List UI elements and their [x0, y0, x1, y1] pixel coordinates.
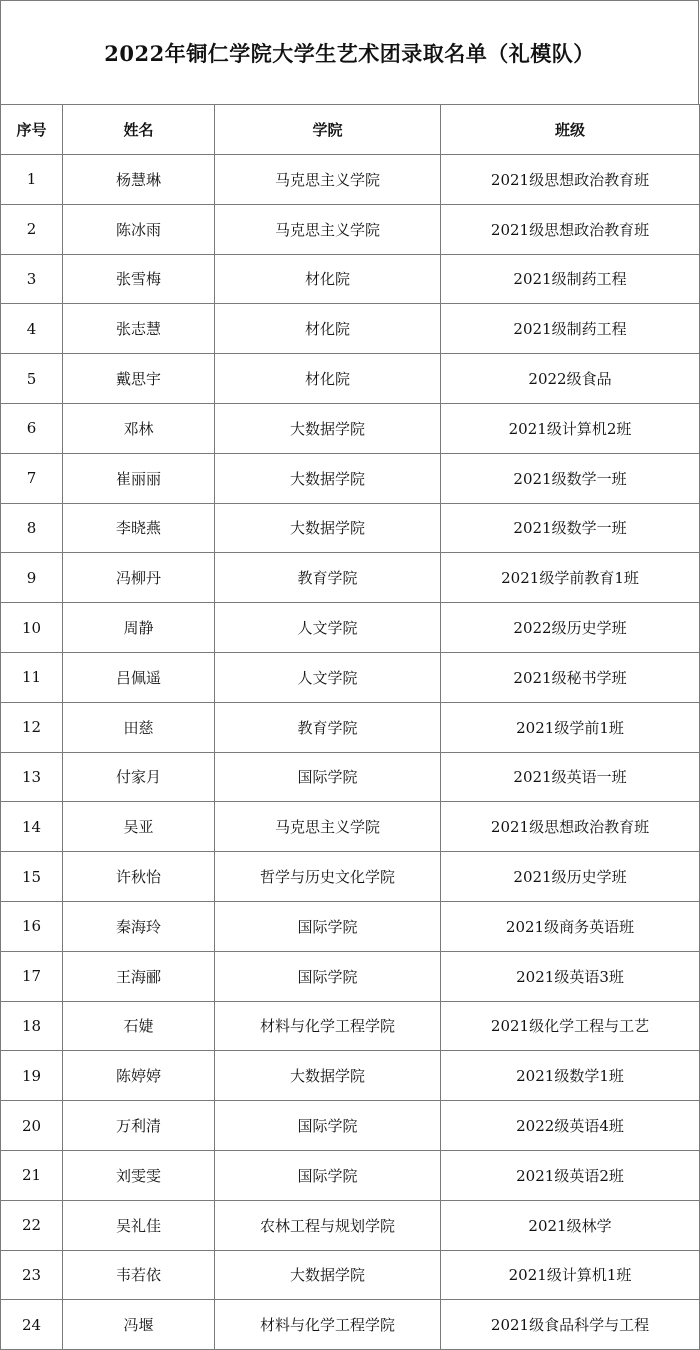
cell-college: 材化院	[215, 254, 441, 304]
cell-college: 大数据学院	[215, 1250, 441, 1300]
cell-college: 国际学院	[215, 752, 441, 802]
cell-name: 吕佩遥	[63, 652, 215, 702]
cell-college: 大数据学院	[215, 403, 441, 453]
cell-number: 2	[1, 204, 63, 254]
cell-class: 2021级学前教育1班	[441, 553, 700, 603]
cell-name: 付家月	[63, 752, 215, 802]
table-row	[1, 1051, 700, 1101]
cell-number: 10	[1, 603, 63, 653]
table-body	[1, 155, 700, 1350]
cell-number: 17	[1, 951, 63, 1001]
cell-class: 2021级制药工程	[441, 304, 700, 354]
cell-number: 11	[1, 652, 63, 702]
table-row	[1, 403, 700, 453]
cell-name: 陈婷婷	[63, 1051, 215, 1101]
table-row	[1, 1001, 700, 1051]
cell-college: 国际学院	[215, 951, 441, 1001]
cell-college: 材料与化学工程学院	[215, 1001, 441, 1051]
cell-college: 马克思主义学院	[215, 204, 441, 254]
table-row	[1, 1101, 700, 1151]
table-row	[1, 503, 700, 553]
cell-number: 1	[1, 155, 63, 205]
cell-class: 2021级数学1班	[441, 1051, 700, 1101]
cell-class: 2022级英语4班	[441, 1101, 700, 1151]
cell-college: 人文学院	[215, 603, 441, 653]
cell-name: 杨慧琳	[63, 155, 215, 205]
table-row	[1, 652, 700, 702]
cell-name: 田慈	[63, 702, 215, 752]
cell-class: 2021级秘书学班	[441, 652, 700, 702]
cell-college: 教育学院	[215, 702, 441, 752]
cell-number: 6	[1, 403, 63, 453]
title-box	[0, 0, 699, 105]
cell-class: 2021级食品科学与工程	[441, 1300, 700, 1350]
cell-name: 周静	[63, 603, 215, 653]
table-row	[1, 603, 700, 653]
cell-number: 3	[1, 254, 63, 304]
cell-name: 刘雯雯	[63, 1150, 215, 1200]
cell-number: 16	[1, 901, 63, 951]
table-row	[1, 951, 700, 1001]
cell-name: 吴亚	[63, 802, 215, 852]
cell-number: 7	[1, 453, 63, 503]
cell-name: 秦海玲	[63, 901, 215, 951]
table-row	[1, 702, 700, 752]
cell-number: 9	[1, 553, 63, 603]
page-title: 2022年铜仁学院大学生艺术团录取名单（礼模队）	[104, 41, 595, 66]
cell-number: 4	[1, 304, 63, 354]
cell-name: 王海郦	[63, 951, 215, 1001]
cell-class: 2021级计算机1班	[441, 1250, 700, 1300]
cell-number: 15	[1, 852, 63, 902]
cell-class: 2021级英语一班	[441, 752, 700, 802]
cell-class: 2021级学前1班	[441, 702, 700, 752]
table-row	[1, 1250, 700, 1300]
table-row	[1, 1200, 700, 1250]
cell-number: 13	[1, 752, 63, 802]
cell-name: 戴思宇	[63, 354, 215, 404]
cell-class: 2022级历史学班	[441, 603, 700, 653]
table-row	[1, 204, 700, 254]
table-row	[1, 254, 700, 304]
cell-number: 20	[1, 1101, 63, 1151]
cell-college: 人文学院	[215, 652, 441, 702]
cell-number: 22	[1, 1200, 63, 1250]
table-row	[1, 553, 700, 603]
cell-college: 教育学院	[215, 553, 441, 603]
cell-name: 冯堰	[63, 1300, 215, 1350]
table-row	[1, 901, 700, 951]
cell-college: 哲学与历史文化学院	[215, 852, 441, 902]
table-row	[1, 155, 700, 205]
cell-college: 马克思主义学院	[215, 802, 441, 852]
cell-class: 2021级林学	[441, 1200, 700, 1250]
cell-college: 农林工程与规划学院	[215, 1200, 441, 1250]
cell-name: 许秋怡	[63, 852, 215, 902]
cell-college: 材料与化学工程学院	[215, 1300, 441, 1350]
column-header-name: 姓名	[63, 105, 215, 155]
table-header-row	[1, 105, 700, 155]
cell-class: 2021级英语3班	[441, 951, 700, 1001]
cell-number: 18	[1, 1001, 63, 1051]
cell-college: 大数据学院	[215, 453, 441, 503]
cell-class: 2021级思想政治教育班	[441, 155, 700, 205]
cell-name: 李晓燕	[63, 503, 215, 553]
cell-number: 21	[1, 1150, 63, 1200]
cell-class: 2021级计算机2班	[441, 403, 700, 453]
cell-class: 2021级化学工程与工艺	[441, 1001, 700, 1051]
cell-number: 8	[1, 503, 63, 553]
cell-class: 2021级数学一班	[441, 503, 700, 553]
cell-name: 万利清	[63, 1101, 215, 1151]
cell-name: 韦若依	[63, 1250, 215, 1300]
table-row	[1, 752, 700, 802]
cell-name: 吴礼佳	[63, 1200, 215, 1250]
cell-college: 马克思主义学院	[215, 155, 441, 205]
cell-number: 19	[1, 1051, 63, 1101]
cell-number: 14	[1, 802, 63, 852]
cell-class: 2021级思想政治教育班	[441, 204, 700, 254]
cell-college: 材化院	[215, 354, 441, 404]
cell-college: 大数据学院	[215, 503, 441, 553]
cell-name: 张志慧	[63, 304, 215, 354]
cell-name: 石婕	[63, 1001, 215, 1051]
column-header-number: 序号	[1, 105, 63, 155]
cell-college: 材化院	[215, 304, 441, 354]
cell-number: 23	[1, 1250, 63, 1300]
cell-college: 大数据学院	[215, 1051, 441, 1101]
table-row	[1, 852, 700, 902]
cell-class: 2021级英语2班	[441, 1150, 700, 1200]
column-header-college: 学院	[215, 105, 441, 155]
cell-name: 冯柳丹	[63, 553, 215, 603]
table-row	[1, 453, 700, 503]
cell-class: 2021级历史学班	[441, 852, 700, 902]
admission-table	[0, 104, 700, 1350]
cell-college: 国际学院	[215, 1150, 441, 1200]
cell-number: 5	[1, 354, 63, 404]
cell-class: 2021级数学一班	[441, 453, 700, 503]
cell-name: 崔丽丽	[63, 453, 215, 503]
cell-name: 陈冰雨	[63, 204, 215, 254]
cell-class: 2021级商务英语班	[441, 901, 700, 951]
cell-college: 国际学院	[215, 901, 441, 951]
cell-number: 12	[1, 702, 63, 752]
column-header-class: 班级	[441, 105, 700, 155]
cell-class: 2022级食品	[441, 354, 700, 404]
table-row	[1, 802, 700, 852]
cell-class: 2021级制药工程	[441, 254, 700, 304]
cell-class: 2021级思想政治教育班	[441, 802, 700, 852]
cell-college: 国际学院	[215, 1101, 441, 1151]
cell-name: 邓林	[63, 403, 215, 453]
cell-name: 张雪梅	[63, 254, 215, 304]
table-row	[1, 304, 700, 354]
table-row	[1, 1300, 700, 1350]
table-row	[1, 1150, 700, 1200]
cell-number: 24	[1, 1300, 63, 1350]
table-row	[1, 354, 700, 404]
